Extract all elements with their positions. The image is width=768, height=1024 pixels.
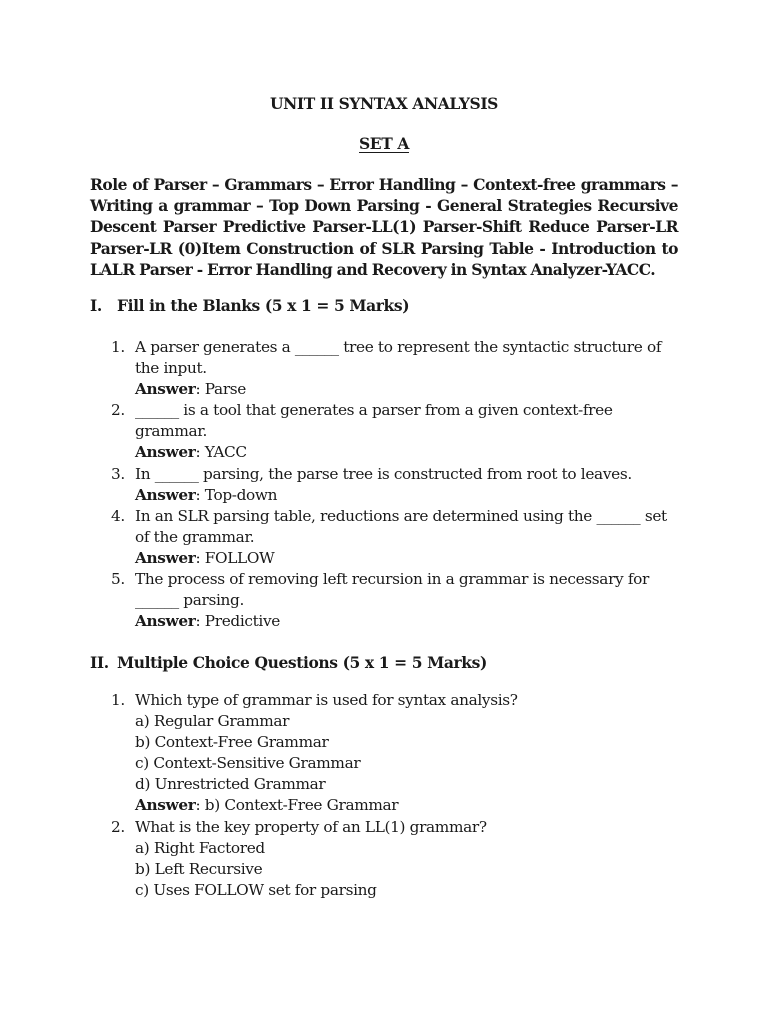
option-b: b) Left Recursive	[135, 859, 263, 878]
document-title: UNIT II SYNTAX ANALYSIS	[270, 94, 498, 113]
answer-label: Answer	[135, 380, 196, 399]
fill-blanks-list	[90, 337, 670, 632]
question-text: What is the key property of an LL(1) grammar?	[135, 817, 487, 836]
list-item	[90, 506, 670, 569]
question-number: 3.	[111, 464, 125, 483]
question-text: ______ is a tool that generates a parser from a given context-free grammar.	[135, 401, 613, 441]
question-number: 1.	[111, 691, 125, 709]
question-text: In ______ parsing, the parse tree is constructed from root to leaves.	[135, 464, 632, 483]
section-title: Multiple Choice Questions (5 x 1 = 5 Marks)	[117, 653, 487, 672]
answer-line: Answer: YACC	[135, 443, 247, 462]
answer-label: Answer	[135, 796, 196, 815]
question-number: 4.	[111, 506, 125, 525]
answer-line: Answer: Top-down	[135, 485, 278, 504]
section-number: I.	[90, 296, 102, 315]
answer-value: FOLLOW	[204, 548, 275, 567]
option-a: a) Right Factored	[135, 838, 265, 857]
section-heading-mcq	[90, 653, 487, 672]
answer-value: b) Context-Free Grammar	[204, 796, 399, 815]
option-c: c) Context-Sensitive Grammar	[135, 754, 361, 773]
question-text: In an SLR parsing table, reductions are determined using the ______ set of the grammar.	[135, 506, 667, 546]
answer-line: Answer: b) Context-Free Grammar	[135, 796, 399, 815]
section-title: Fill in the Blanks (5 x 1 = 5 Marks)	[117, 296, 410, 315]
syllabus-paragraph: Role of Parser – Grammars – Error Handling – Context-free grammars – Writing a grammar – Top Down Parsing - General Strategies Recursive Descent Parser Predictive Parser-LL(1) Parser-Shift Reduce Parser-LR Parser-LR (0)Item Construction of SLR Parsing Table - Introduction to LALR Parser - Error Handling and Recovery in Syntax Analyzer-YACC.	[90, 175, 678, 279]
answer-value: Predictive	[204, 612, 280, 631]
list-item	[90, 690, 670, 817]
answer-value: Parse	[204, 380, 246, 399]
mcq-list	[90, 690, 670, 901]
section-number: II.	[90, 653, 109, 672]
answer-value: YACC	[204, 443, 247, 462]
answer-label: Answer	[135, 548, 196, 567]
question-text: A parser generates a ______ tree to represent the syntactic structure of the input.	[135, 338, 662, 378]
question-number: 2.	[111, 817, 125, 836]
option-d: d) Unrestricted Grammar	[135, 775, 326, 794]
option-b: b) Context-Free Grammar	[135, 733, 329, 752]
answer-line: Answer: Parse	[135, 380, 246, 399]
list-item	[90, 817, 670, 901]
question-number: 1.	[111, 338, 125, 356]
section-heading-fill-blanks	[90, 296, 409, 315]
list-item	[90, 337, 670, 400]
answer-label: Answer	[135, 485, 196, 504]
question-text: The process of removing left recursion in a grammar is necessary for ______ parsing.	[135, 570, 649, 610]
answer-line: Answer: FOLLOW	[135, 548, 275, 567]
answer-label: Answer	[135, 443, 196, 462]
option-c: c) Uses FOLLOW set for parsing	[135, 880, 377, 899]
question-number: 2.	[111, 401, 125, 420]
answer-line: Answer: Predictive	[135, 612, 280, 631]
list-item	[90, 464, 670, 506]
question-number: 5.	[111, 570, 125, 589]
list-item	[90, 400, 670, 463]
list-item	[90, 569, 670, 632]
set-title: SET A	[359, 134, 409, 153]
answer-value: Top-down	[204, 485, 278, 504]
question-text: Which type of grammar is used for syntax analysis?	[135, 691, 518, 709]
answer-label: Answer	[135, 612, 196, 631]
option-a: a) Regular Grammar	[135, 712, 290, 731]
